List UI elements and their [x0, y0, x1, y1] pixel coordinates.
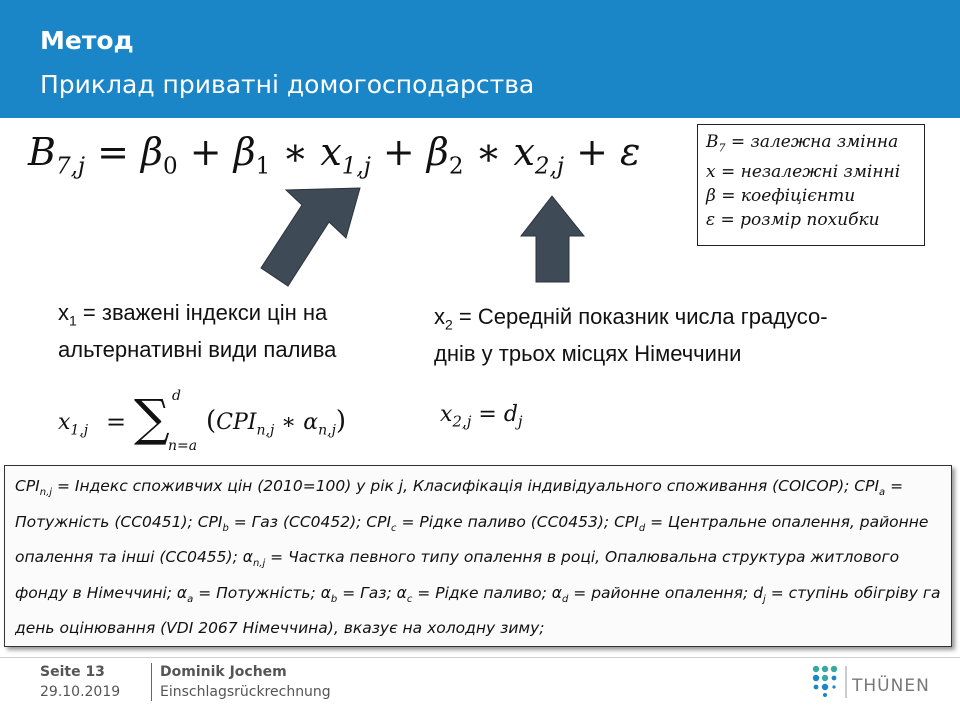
eq1-alpha: α — [303, 410, 319, 435]
eq1-cpi: CPI — [216, 410, 257, 435]
definitions-notes — [4, 465, 952, 647]
eq2-rhs-sub: j — [517, 412, 523, 431]
eq-x2-sub: 2,j — [534, 153, 564, 180]
note-cpi-b-sub: b — [222, 522, 229, 534]
note-alpha-d-sub: d — [562, 593, 569, 605]
note-alpha-d-text: = районне опалення; — [568, 583, 754, 602]
eq-times-2: ∗ — [475, 130, 502, 174]
eq1-cpi-sub: n,j — [256, 422, 275, 439]
note-cpi-b: CPI — [197, 512, 223, 531]
note-dj: d — [753, 583, 763, 602]
eq-x1-sub: 1,j — [341, 153, 371, 180]
eq1-sum-symbol: ∑ — [134, 389, 170, 447]
x2-desc-symbol: x — [434, 304, 445, 329]
eq1-lhs — [58, 410, 88, 438]
x1-desc-sub: 1 — [69, 312, 77, 329]
eq-plus-3: + — [576, 130, 608, 174]
eq1-alpha-sub: n,j — [318, 422, 336, 439]
x1-description — [58, 298, 336, 365]
note-alpha-c-sub: c — [406, 593, 413, 605]
eq-epsilon: ε — [620, 130, 641, 174]
eq2-equals: = — [471, 402, 504, 427]
note-alpha-b: α — [320, 583, 331, 602]
note-alpha-b-text: = Газ; — [337, 583, 397, 602]
x1-desc-line2: альтернативні види палива — [58, 337, 337, 363]
eq1-sum-upper: d — [172, 388, 181, 404]
x1-summation-equation — [58, 388, 388, 458]
arrow-to-x1 — [261, 188, 360, 286]
x1-desc-line1 — [58, 298, 336, 335]
eq-beta0: β — [141, 130, 164, 174]
eq-beta0-sub: 0 — [163, 153, 178, 180]
slide-subtitle: Приклад приватні домогосподарства — [40, 70, 535, 99]
eq2-rhs-symbol: d — [503, 402, 518, 427]
legend-b-text: = залежна змінна — [725, 132, 899, 152]
eq1-equals: = — [106, 408, 127, 436]
note-cpi-a: CPI — [854, 477, 880, 495]
note-cpi-nj-text: = Індекс споживчих цін (2010=100) у рік j, Класифікація індивідуального споживання (COICOP); — [52, 477, 855, 495]
note-cpi-d-text: = Центральне опалення, районне опалення та інші (CC0455); — [15, 512, 929, 567]
note-cpi-nj: CPI — [15, 477, 40, 495]
note-alpha-nj: α — [242, 548, 253, 567]
eq-beta2: β — [426, 130, 449, 174]
note-alpha-b-sub: b — [330, 593, 338, 605]
legend-line-error: ε = розмір похибки — [706, 210, 880, 231]
x1-desc-symbol: x — [58, 300, 69, 325]
arrow-to-x2 — [521, 196, 584, 282]
eq-x2: x — [513, 130, 535, 174]
note-alpha-nj-text: = Частка певного типу опалення в році, Опалювальна структура житлового фонду в Німеччині; — [15, 548, 900, 602]
eq-lhs-sub: 7,j — [55, 153, 86, 180]
slide-title: Метод — [40, 26, 134, 55]
note-dj-sub: j — [763, 593, 766, 605]
note-cpi-d: CPI — [614, 512, 639, 531]
footer-divider — [0, 657, 960, 658]
eq2-lhs-symbol: x — [440, 402, 453, 427]
legend-line-coefficients: β = коефіцієнти — [706, 186, 856, 207]
eq-beta1: β — [233, 130, 256, 174]
eq-plus-1: + — [189, 130, 222, 174]
note-cpi-d-sub: d — [638, 522, 646, 534]
eq-x1: x — [320, 130, 342, 174]
legend-b-symbol: B — [706, 132, 719, 152]
eq-lhs: B — [28, 130, 56, 174]
eq1-sum-lower: n=a — [168, 438, 198, 454]
footer-separator — [151, 663, 152, 701]
eq1-term — [206, 406, 346, 438]
footer-project: Einschlagsrückrechnung — [160, 684, 331, 700]
note-alpha-a-text: = Потужність; — [193, 583, 321, 602]
eq1-lhs-sub: 1,j — [70, 422, 89, 439]
note-cpi-nj-sub: n,j — [39, 487, 53, 499]
x2-desc-text1: = Середній показник числа градусо- — [452, 304, 828, 329]
x2-desc-line1 — [434, 302, 828, 339]
note-cpi-c-text: = Рідке паливо (CC0453); — [396, 512, 615, 531]
note-alpha-c: α — [396, 583, 407, 602]
x2-desc-sub: 2 — [445, 316, 453, 333]
eq-equals: = — [97, 130, 129, 174]
eq-beta1-sub: 1 — [255, 153, 271, 180]
eq1-paren-open: ( — [206, 406, 217, 436]
note-cpi-a-text: = Потужність (CC0451); — [15, 477, 904, 531]
footer-author: Dominik Jochem — [160, 664, 287, 680]
x2-description — [434, 302, 828, 369]
note-cpi-a-sub: a — [879, 487, 886, 499]
note-alpha-d: α — [551, 583, 563, 602]
eq1-lhs-symbol: x — [58, 410, 71, 435]
legend-b-sub: 7 — [718, 141, 726, 155]
eq2-lhs-sub: 2,j — [452, 412, 472, 431]
footer-date: 29.10.2019 — [40, 684, 121, 700]
footer-page-number: Seite 13 — [40, 664, 105, 680]
eq-times-1: ∗ — [282, 130, 309, 174]
eq1-paren-close: ) — [335, 406, 347, 436]
eq-beta2-sub: 2 — [448, 153, 464, 180]
note-alpha-c-text: = Рідке паливо; — [412, 583, 552, 602]
x2-equation — [440, 402, 523, 430]
x2-desc-line2: днів у трьох місцях Німеччини — [434, 341, 742, 367]
note-alpha-a: α — [176, 583, 188, 602]
note-cpi-c: CPI — [366, 512, 392, 531]
note-cpi-b-text: = Газ (CC0452); — [228, 512, 367, 531]
note-alpha-nj-sub: n,j — [252, 558, 266, 570]
footer-logo-text: THÜNEN — [852, 676, 930, 696]
legend-line-independent: x = незалежні змінні — [706, 162, 901, 183]
x1-desc-text1: = зважені індекси цін на — [76, 300, 328, 325]
eq-plus-2: + — [382, 130, 415, 174]
note-dj-text: = ступінь обігріву га день оцінювання (VDI 2067 Німеччина), вказує на холодну зиму; — [15, 583, 941, 638]
eq1-times: ∗ — [281, 410, 297, 435]
note-alpha-a-sub: a — [187, 593, 194, 605]
note-cpi-c-sub: c — [391, 522, 397, 534]
